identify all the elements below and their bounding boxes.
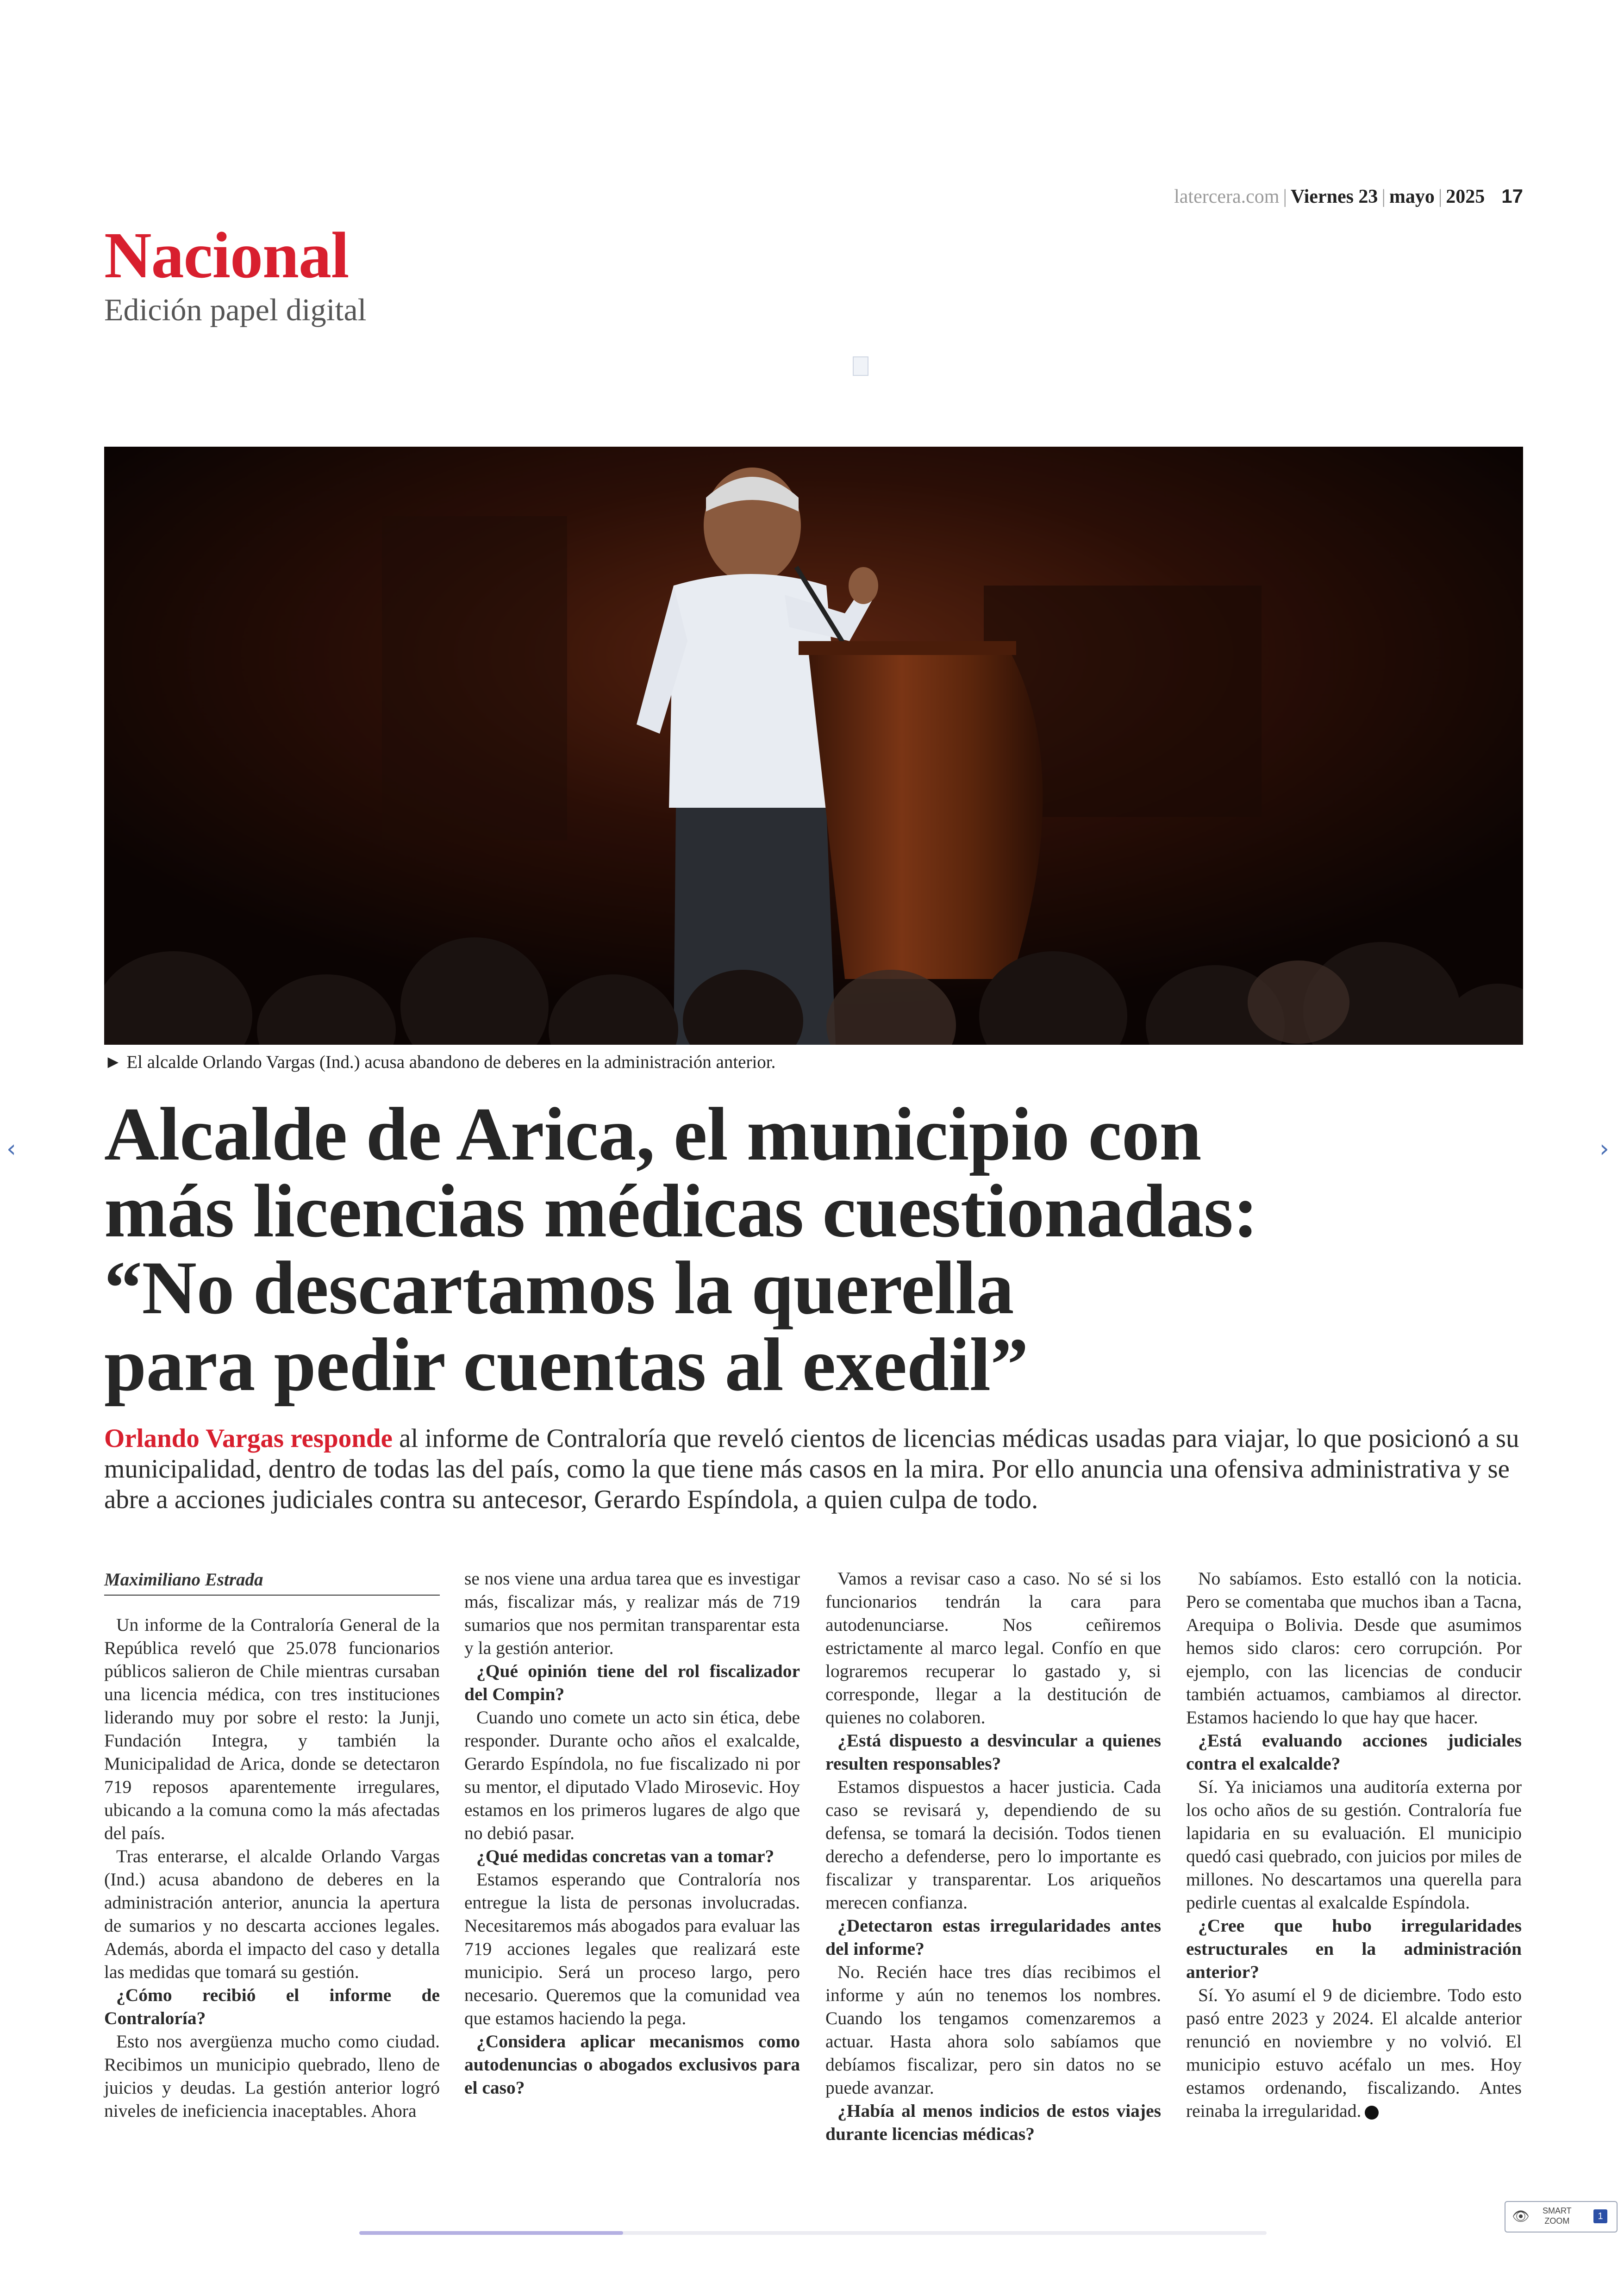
paragraph: Estamos dispuestos a hacer justicia. Cada caso se revisará y, dependiendo de su defensa, se tomará la decisión. Todos tienen derecho a defenderse, pero lo importante es fiscalizar y transparentar. Los ariqueños merecen confianza.	[825, 1777, 1161, 1913]
headline-line: para pedir cuentas al exedil”	[104, 1323, 1029, 1407]
interview-question: ¿Está dispuesto a desvincular a quienes resulten responsables?	[825, 1730, 1161, 1774]
date-month: mayo	[1389, 186, 1435, 207]
final-paragraph-text: Sí. Yo asumí el 9 de diciembre. Todo esto pasó entre 2023 y 2024. El alcalde anterior renunció en noviembre y no volvió. El municipio estuvo acéfalo un mes. Hoy estamos ordenando, fiscalizando. Antes reinaba la irregularidad.	[1186, 1985, 1522, 2121]
interview-question: ¿Está evaluando acciones judiciales contra el exalcalde?	[1186, 1730, 1522, 1774]
interview-question: ¿Había al menos indicios de estos viajes durante licencias médicas?	[825, 2101, 1161, 2144]
smart-zoom-button[interactable]	[1505, 2201, 1618, 2233]
interview-question: ¿Cree que hubo irregularidades estructurales en la administración anterior?	[1186, 1915, 1522, 1982]
smart-zoom-label	[1543, 2206, 1572, 2226]
previous-page-icon[interactable]: ‹	[6, 1135, 16, 1163]
headline-line: más licencias médicas cuestionadas:	[104, 1169, 1258, 1253]
paragraph: Sí. Ya iniciamos una auditoría externa por los ocho años de su gestión. Contraloría fue lapidaria en su evaluación. El municipio quedó casi quebrado, con juicios por miles de millones. No descartamos una querella para pedirle cuentas al exalcalde Espíndola.	[1186, 1777, 1522, 1913]
paragraph: Cuando uno comete un acto sin ética, debe responder. Durante ocho años el exalcalde, Gerardo Espíndola, no fue fiscalizado ni por su mentor, el diputado Vlado Mirosevic. Hoy estamos en los primeros lugares de algo que no debió pasar.	[464, 1707, 800, 1843]
eye-icon: 👁	[1512, 2208, 1530, 2225]
article-column-2	[464, 1567, 800, 2099]
page-number: 17	[1501, 185, 1523, 207]
site-name[interactable]: latercera.com	[1174, 186, 1280, 207]
lead-text: al informe de Contraloría que reveló cientos de licencias médicas usadas para viajar, lo que posicionó a su municipalidad, dentro de todas las del país, como la que tiene más casos en la mira. Por ello anuncia una ofensiva administrativa y se abre a acciones judiciales contra su antecesor, Gerardo Espíndola, a quien culpa de todo.	[104, 1424, 1519, 1514]
date-year: 2025	[1446, 186, 1485, 207]
paragraph: No sabíamos. Esto estalló con la noticia. Pero se comentaba que muchos iban a Tacna, Arequipa o Bolivia. Desde que asumimos hemos sido claros: cero corrupción. Por ejemplo, con las licencias de conducir también actuamos, cambiamos al director. Estamos haciendo lo que hay que hacer.	[1186, 1568, 1522, 1727]
page-progress-bar[interactable]	[359, 2231, 1267, 2235]
article-column-3	[825, 1567, 1161, 2145]
headline-line: “No descartamos la querella	[104, 1246, 1014, 1330]
headline-line: Alcalde de Arica, el municipio con	[104, 1092, 1201, 1176]
smart-zoom-label-line: ZOOM	[1544, 2216, 1570, 2226]
article-column-4	[1186, 1567, 1522, 2122]
paragraph: Un informe de la Contraloría General de la República reveló que 25.078 funcionarios públicos salieron de Chile mientras cursaban una licencia médica, con tres instituciones liderando muy por sobre el resto: la Junji, Fundación Integra, y también la Municipalidad de Arica, donde se detectaron 719 reposos aparentemente irregulares, ubicando a la comuna como la más afectadas del país.	[104, 1615, 440, 1843]
progress-fill	[359, 2231, 623, 2235]
section-subtitle: Edición papel digital	[104, 292, 367, 327]
zoom-level-badge: 1	[1593, 2209, 1607, 2223]
paragraph-final	[1186, 1983, 1522, 2122]
article-author: Maximiliano Estrada	[104, 1569, 440, 1596]
page-dateline: latercera.com | Viernes 23 | mayo | 2025 17	[1174, 185, 1523, 207]
interview-question: ¿Considera aplicar mecanismos como autodenuncias o abogados exclusivos para el caso?	[464, 2031, 800, 2098]
photo-illustration	[104, 447, 1523, 1045]
paragraph: No. Recién hace tres días recibimos el informe y aún no tenemos los nombres. Cuando los tengamos comenzaremos a actuar. Hasta ahora solo sabíamos que debíamos fiscalizar, pero sin datos no se puede avanzar.	[825, 1962, 1161, 2098]
article-lead	[104, 1423, 1523, 1515]
paragraph: Estamos esperando que Contraloría nos entregue la lista de personas involucradas. Necesitaremos más abogados para evaluar las 719 acciones legales que realizará este municipio. Será un proceso largo, pero necesario. Queremos que la comunidad vea que estamos haciendo la pega.	[464, 1869, 800, 2028]
section-title: Nacional	[104, 218, 349, 292]
interview-question: ¿Qué opinión tiene del rol fiscalizador del Compin?	[464, 1661, 800, 1704]
interview-question: ¿Cómo recibió el informe de Contraloría?	[104, 1985, 440, 2028]
article-column-1	[104, 1613, 440, 2122]
interview-question: ¿Detectaron estas irregularidades antes del informe?	[825, 1915, 1161, 1959]
interview-question: ¿Qué medidas concretas van a tomar?	[476, 1846, 775, 1866]
paragraph: Tras enterarse, el alcalde Orlando Vargas (Ind.) acusa abandono de deberes en la administración anterior, anuncia la apertura de sumarios y no descarta acciones legales. Además, aborda el impacto del caso y detalla las medidas que tomará su gestión.	[104, 1846, 440, 1982]
article-photo	[104, 447, 1523, 1045]
paragraph: Vamos a revisar caso a caso. No sé si los funcionarios tendrán la cara para autodenunciarse. Nos ceñiremos estrictamente al marco legal. Confío en que lograremos recuperar lo gastado y, si corresponde, llegar a la destitución de quienes no colaboren.	[825, 1568, 1161, 1727]
image-placeholder-icon	[853, 356, 868, 376]
smart-zoom-label-line: SMART	[1543, 2206, 1572, 2215]
date-weekday: Viernes 23	[1290, 186, 1378, 207]
paragraph: Esto nos avergüenza mucho como ciudad. Recibimos un municipio quebrado, lleno de juicios y deudas. La gestión anterior logró niveles de ineficiencia inaceptables. Ahora	[104, 2031, 440, 2121]
end-of-article-icon	[1365, 2106, 1379, 2120]
lead-highlight: Orlando Vargas responde	[104, 1424, 393, 1453]
article-headline	[104, 1092, 1521, 1407]
photo-caption: ► El alcalde Orlando Vargas (Ind.) acusa abandono de deberes en la administración anterior.	[104, 1052, 776, 1072]
next-page-icon[interactable]: ›	[1599, 1135, 1609, 1163]
paragraph: se nos viene una ardua tarea que es investigar más, fiscalizar más, y realizar más de 719 sumarios que nos permitan transparentar esta y la gestión anterior.	[464, 1568, 800, 1658]
